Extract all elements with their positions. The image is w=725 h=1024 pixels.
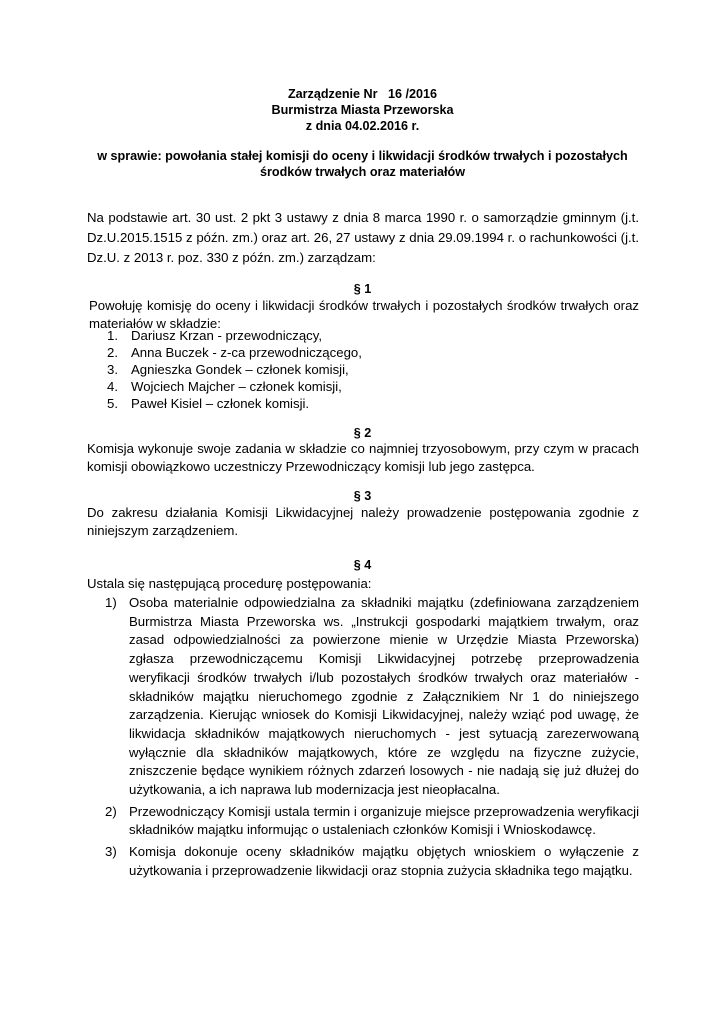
- document-header: [0, 86, 725, 134]
- section-1-heading: § 1: [353, 282, 372, 296]
- section-2-heading: § 2: [353, 426, 372, 440]
- list-item: 1. Dariusz Krzan - przewodniczący,: [107, 328, 323, 343]
- list-item: 3) Komisja dokonuje oceny składników majątku objętych wnioskiem o wyłączenie z użytkowania i przeprowadzenie likwidacji oraz stopnia zużycia składnika tego majątku.: [105, 844, 639, 878]
- ordinance-number: Zarządzenie Nr 16 /2016: [287, 87, 438, 101]
- legal-basis-paragraph: Na podstawie art. 30 ust. 2 pkt 3 ustawy z dnia 8 marca 1990 r. o samorządzie gminnym (j.t. Dz.U.2015.1515 z późn. zm.) oraz art. 26, 27 ustawy z dnia 29.09.1994 r. o rachunkowości (j.t. Dz.U. z 2013 r. poz. 330 z późn. zm.) zarządzam:: [87, 210, 639, 265]
- procedure-list: [105, 594, 639, 881]
- section-1-text: Powołuję komisję do oceny i likwidacji środków trwałych i pozostałych środków trwałych oraz materiałów w składzie:: [89, 298, 639, 331]
- list-item: 2. Anna Buczek - z-ca przewodniczącego,: [107, 345, 362, 360]
- list-item: 3. Agnieszka Gondek – członek komisji,: [107, 362, 349, 377]
- section-3-text: Do zakresu działania Komisji Likwidacyjnej należy prowadzenie postępowania zgodnie z niniejszym zarządzeniem.: [87, 505, 639, 538]
- issuer: Burmistrza Miasta Przeworska: [271, 103, 454, 117]
- section-4-heading: § 4: [353, 558, 372, 572]
- list-item: 5. Paweł Kisiel – członek komisji.: [107, 396, 310, 411]
- section-4-text: Ustala się następującą procedurę postępowania:: [87, 576, 372, 591]
- list-item: 1) Osoba materialnie odpowiedzialna za składniki majątku (zdefiniowana zarządzeniem Burmistrza Miasta Przeworska ws. „Instrukcji gospodarki majątkiem trwałym, oraz zasad odpowiedzialności za powierzone mienie w Urzędzie Miasta Przeworska) zgłasza przewodniczącemu Komisji Likwidacyjnej potrzebę przeprowadzenia weryfikacji środków trwałych i/lub pozostałych środków trwałych oraz materiałów - składników majątku nieruchomego zgodnie z Załącznikiem Nr 1 do niniejszego zarządzenia. Kierując wniosek do Komisji Likwidacyjnej, należy wziąć pod uwagę, że likwidacja składników majątkowych nieruchomych - jest sytuacją zarezerwowaną wyłącznie dla składników majątkowych, które ze względu na fizyczne zużycie, zniszczenie będące wynikiem różnych zdarzeń losowych - nie nadają się już dłużej do użytkowania, a ich naprawa lub modernizacja jest nieopłacalna.: [105, 595, 639, 798]
- issue-date: z dnia 04.02.2016 r.: [305, 119, 420, 133]
- document-subject: w sprawie: powołania stałej komisji do oceny i likwidacji środków trwałych i pozostałych środków trwałych oraz materiałów: [97, 149, 628, 179]
- committee-members-list: [107, 327, 637, 412]
- list-item: 4. Wojciech Majcher – członek komisji,: [107, 379, 342, 394]
- list-item: 2) Przewodniczący Komisji ustala termin i organizuje miejsce przeprowadzenia weryfikacji składników majątku informując o ustaleniach członków Komisji i Wnioskodawcę.: [105, 803, 639, 838]
- section-2-text: Komisja wykonuje swoje zadania w składzie co najmniej trzyosobowym, przy czym w pracach komisji obowiązkowo uczestniczy Przewodniczący komisji lub jego zastępca.: [87, 441, 639, 474]
- section-3-heading: § 3: [353, 489, 372, 503]
